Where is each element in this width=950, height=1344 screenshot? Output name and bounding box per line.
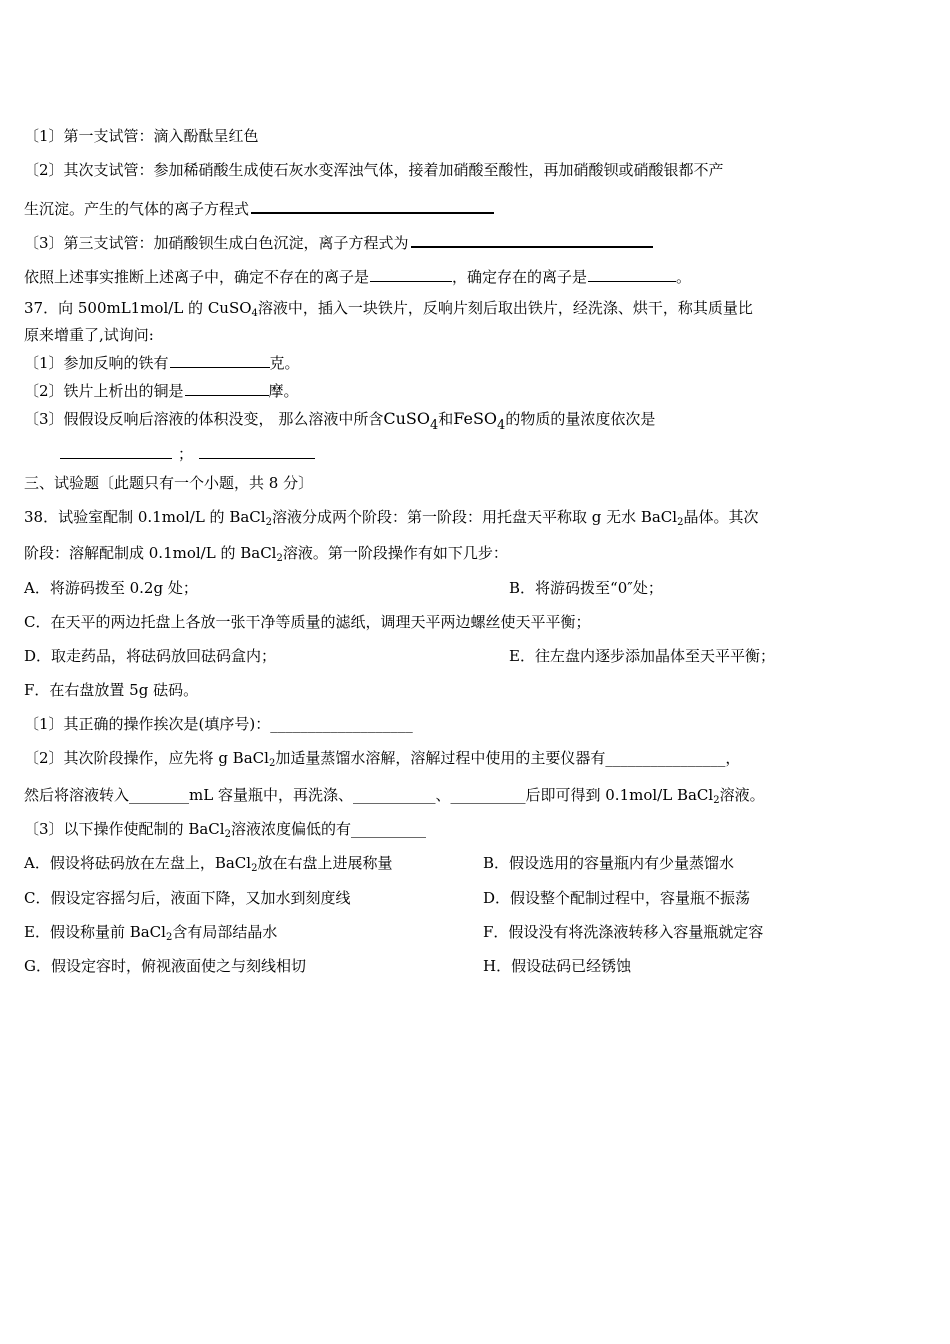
q37-sub3: 〔3〕假假设反响后溶液的体积没变， 那么溶液中所含CuSO$_4$和FeSO$_4$的物质的量浓度依次是	[24, 409, 656, 433]
q38-step-c: C．在天平的两边托盘上各放一张干净等质量的滤纸，调理天平两边螺丝使天平平衡；	[24, 613, 591, 631]
q37-stem-line2: 原来增重了,试询问:	[24, 326, 154, 344]
answer-blank-cuso4-concentration[interactable]	[60, 444, 172, 459]
q36-part1: 〔1〕第一支试管：滴入酚酞呈红色	[24, 127, 259, 145]
q36-part2-line1: 〔2〕其次支试管：参加稀硝酸生成使石灰水变浑浊气体，接着加硝酸至酸性，再加硝酸钡或硝酸银都不产	[24, 161, 724, 179]
q38-stem-line1: 38．试验室配制 0.1mol/L 的 BaCl$_2$溶液分成两个阶段：第一阶段：用托盘天平称取 g 无水 BaCl$_2$晶体。其次	[24, 508, 759, 528]
answer-blank-feso4-concentration[interactable]	[199, 444, 315, 459]
formula-cuso4: CuSO$_4$	[383, 409, 439, 433]
q38-sub1: 〔1〕其正确的操作挨次是(填序号)：___________________	[24, 715, 413, 733]
answer-blank-ionic-equation-gas[interactable]	[251, 198, 494, 214]
q38-error-h: H．假设砝码已经锈蚀	[483, 957, 632, 975]
q36-part2-line2: 生沉淀。产生的气体的离子方程式	[24, 198, 494, 219]
q38-step-a: A．将游码拨至 0.2g 处；	[24, 579, 198, 597]
q38-error-a: A．假设将砝码放在左盘上，BaCl$_2$放在右盘上进展称量	[24, 854, 393, 874]
q38-error-d: D．假设整个配制过程中，容量瓶不振荡	[483, 889, 751, 907]
answer-blank-low-concentration[interactable]: __________	[350, 820, 426, 838]
section-heading: 三、试验题〔此题只有一个小题，共 8 分〕	[24, 474, 314, 492]
q38-sub3: 〔3〕以下操作使配制的 BaCl$_2$溶液浓度偏低的有__________	[24, 820, 426, 840]
answer-blank-absent-ions[interactable]	[370, 267, 452, 282]
answer-blank-present-ions[interactable]	[588, 267, 676, 282]
q38-sub2-line1: 〔2〕其次阶段操作，应先将 g BaCl$_2$加适量蒸馏水溶解，溶解过程中使用的主要仪器有________________，	[24, 749, 741, 769]
q38-sub2-line2: 然后将溶液转入________mL 容量瓶中，再洗涤、___________、__________后即可得到 0.1mol/L BaCl$_2$溶液。	[24, 786, 765, 806]
answer-blank-ionic-equation-precipitate[interactable]	[411, 232, 653, 248]
answer-blank-instruments[interactable]: ________________	[605, 749, 726, 767]
formula-feso4: FeSO$_4$	[453, 409, 506, 433]
answer-blank-iron-mass[interactable]	[170, 353, 270, 368]
q37-sub2: 〔2〕铁片上析出的铜是 摩。	[24, 382, 299, 400]
q38-step-f: F．在右盘放置 5g 砝码。	[24, 681, 199, 699]
q36-conclusion: 依照上述事实推断上述离子中，确定不存在的离子是 ，确定存在的离子是 。	[24, 268, 692, 286]
q38-error-b: B．假设选用的容量瓶内有少量蒸馏水	[483, 854, 735, 872]
answer-blank-final-step[interactable]: __________	[450, 786, 526, 804]
q38-step-e: E．往左盘内逐步添加晶体至天平平衡；	[509, 647, 775, 665]
answer-blank-copper-moles[interactable]	[185, 381, 269, 396]
answer-blank-step-after-washing[interactable]: ___________	[352, 786, 436, 804]
q38-stem-line2: 阶段：溶解配制成 0.1mol/L 的 BaCl$_2$溶液。第一阶段操作有如下几步：	[24, 544, 508, 564]
q38-error-c: C．假设定容摇匀后，液面下降，又加水到刻度线	[24, 889, 351, 907]
q38-step-b: B．将游码拨至“0″处；	[509, 579, 663, 597]
q37-sub1: 〔1〕参加反响的铁有 克。	[24, 354, 300, 372]
answer-blank-flask-volume[interactable]: ________	[129, 786, 190, 804]
q36-part3: 〔3〕第三支试管：加硝酸钡生成白色沉淀，离子方程式为	[24, 232, 653, 253]
q37-sub3-answers: ；	[60, 444, 315, 464]
q38-step-d: D．取走药品，将砝码放回砝码盒内；	[24, 647, 277, 665]
q38-error-f: F．假设没有将洗涤液转移入容量瓶就定容	[483, 923, 764, 941]
answer-blank-operation-order[interactable]: ___________________	[270, 715, 413, 733]
q37-stem-line1: 37．向 500mL1mol/L 的 CuSO$_4$溶液中，插入一块铁片，反响片刻后取出铁片，经洗涤、烘干，称其质量比	[24, 299, 753, 319]
q38-error-e: E．假设称量前 BaCl$_2$含有局部结晶水	[24, 923, 278, 943]
q38-error-g: G．假设定容时，俯视液面使之与刻线相切	[24, 957, 306, 975]
